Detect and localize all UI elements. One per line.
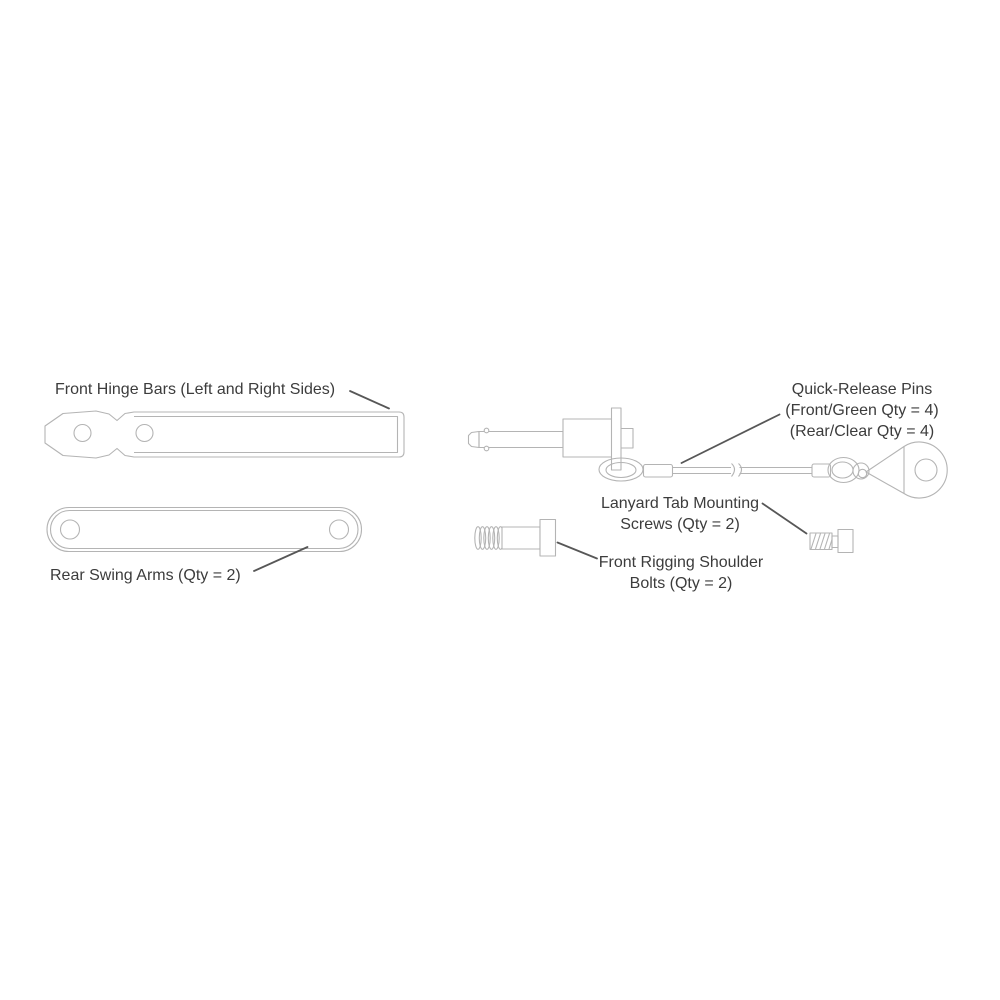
leader-quick-release-pins (682, 415, 780, 464)
quick-release-pins-label (778, 379, 946, 442)
lanyard-cable (673, 468, 813, 474)
lanyard-ring-right-inner (832, 462, 853, 478)
shoulder-bolts-label (594, 552, 768, 594)
pin-ball-detent-top (484, 428, 489, 433)
quick-release-pins-label-line3: (Rear/Clear Qty = 4) (789, 423, 935, 440)
leader-lanyard-screws (763, 504, 807, 534)
hinge-bar-inner-edge (134, 417, 398, 453)
screw-collar (832, 536, 838, 548)
swing-arm-hole-right (330, 520, 349, 539)
rear-swing-arm-drawing (47, 508, 362, 552)
shoulder-bolts-label-line2: Bolts (Qty = 2) (629, 575, 733, 592)
cable-break-mark (732, 464, 742, 477)
lanyard-screws-label-line1: Lanyard Tab Mounting (600, 495, 760, 512)
quick-release-pins-label-line2: (Front/Green Qty = 4) (785, 402, 939, 419)
screw-thread-hatch (811, 534, 832, 550)
front-hinge-bar-drawing (45, 411, 404, 458)
rear-swing-arms-label: Rear Swing Arms (Qty = 2) (50, 567, 241, 584)
cable-ferrule-left (644, 465, 673, 478)
hinge-bar-outline (45, 411, 404, 458)
pin-shaft (479, 432, 563, 448)
leader-rear-swing-arms (254, 547, 308, 571)
lanyard-tab-hole (915, 459, 937, 481)
quick-release-pins-label-line1: Quick-Release Pins (791, 381, 933, 398)
swing-arm-outline (47, 508, 362, 552)
pin-handle-tab (612, 408, 622, 470)
lanyard-screws-label (594, 493, 766, 535)
lanyard-ring-right-outer (828, 458, 859, 483)
shoulder-bolt-drawing (475, 520, 556, 557)
swing-arm-hole-left (61, 520, 80, 539)
hinge-bar-hole-left (74, 425, 91, 442)
bolt-shoulder (502, 527, 540, 549)
pin-ball-detent-bottom (484, 446, 489, 451)
lanyard-split-ring-inner (858, 469, 866, 477)
pin-body (563, 419, 616, 457)
screw-head (838, 530, 853, 553)
hinge-bar-hole-right (136, 425, 153, 442)
shoulder-bolts-label-line1: Front Rigging Shoulder (598, 554, 764, 571)
swing-arm-inner-edge (51, 511, 359, 549)
bolt-head (540, 520, 556, 557)
front-hinge-bars-label: Front Hinge Bars (Left and Right Sides) (55, 381, 336, 398)
lanyard-screw-drawing (810, 530, 853, 553)
lanyard-screws-label-line2: Screws (Qty = 2) (620, 516, 740, 533)
lanyard-tab-outline (866, 442, 947, 498)
leader-shoulder-bolts (558, 543, 598, 559)
pin-tip (469, 432, 480, 448)
leader-front-hinge-bars (350, 391, 389, 409)
